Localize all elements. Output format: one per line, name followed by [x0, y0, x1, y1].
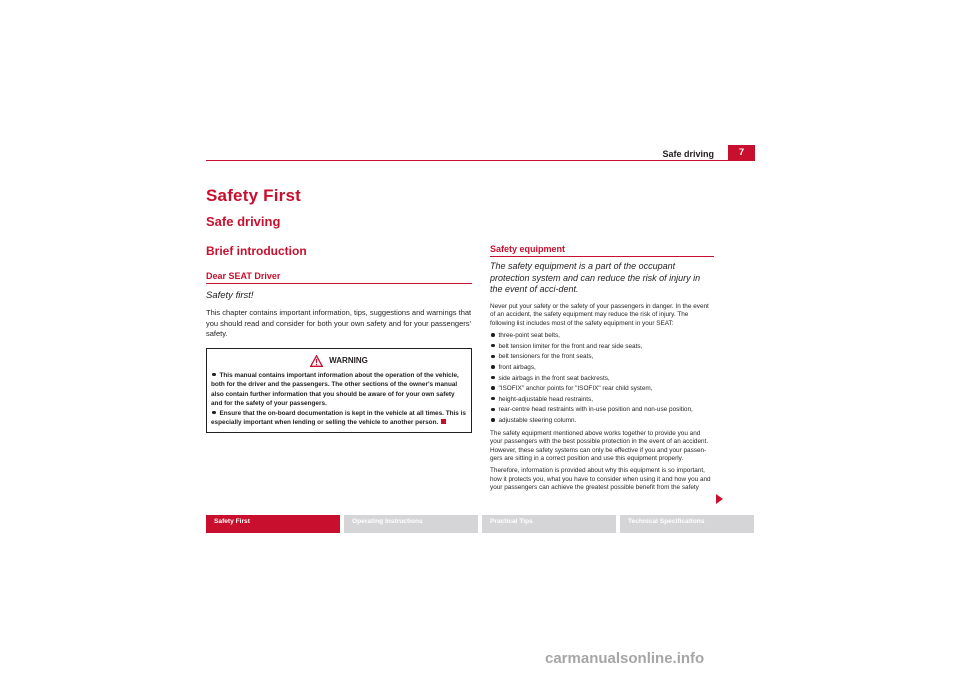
- list-item: [490, 384, 714, 395]
- warning-title: WARNING: [329, 356, 368, 365]
- list-item-text: "ISOFIX" anchor points for "ISOFIX" rear child system,: [498, 385, 653, 393]
- tab-operating-instructions[interactable]: Operating Instructions: [344, 515, 478, 533]
- continue-arrow-icon: [716, 494, 723, 504]
- section-title: Safe driving: [206, 214, 281, 229]
- warning-triangle-icon: [310, 355, 323, 367]
- list-item: [490, 352, 714, 363]
- list-item: [490, 342, 714, 353]
- safety-equipment-intro: The safety equipment is a part of the occupant protection system and can reduce the risk of injury in the event of acci-dent.: [490, 261, 701, 294]
- bullet-icon: [491, 344, 495, 348]
- list-item-text: adjustable steering column.: [498, 417, 577, 425]
- bullet-icon: [212, 373, 216, 377]
- tagline: Safety first!: [206, 290, 254, 301]
- right-column: [490, 244, 714, 496]
- warning-box: [206, 348, 472, 434]
- tab-safety-first[interactable]: Safety First: [206, 515, 340, 533]
- chapter-title: Safety First: [206, 186, 301, 205]
- list-item: [490, 374, 714, 385]
- list-item-text: belt tensioners for the front seats,: [498, 353, 594, 361]
- section-end-icon: [441, 419, 446, 424]
- bullet-icon: [491, 355, 495, 359]
- bullet-icon: [491, 386, 495, 390]
- header-rule: [206, 160, 728, 161]
- bullet-icon: [212, 411, 216, 415]
- list-item: [490, 331, 714, 342]
- list-item: [490, 363, 714, 374]
- equipment-paragraph: Never put your safety or the safety of your passengers in danger. In the event of an accident, the safety equipment may reduce the risk of injury. The following list includes most of the safety equipment in your SEAT:: [490, 302, 709, 327]
- safety-equipment-heading: Safety equipment: [490, 244, 714, 257]
- list-item-text: rear-centre head restraints with in-use position and non-use position,: [498, 406, 693, 414]
- list-item-text: three-point seat belts,: [498, 332, 560, 340]
- intro-paragraph: This chapter contains important information, tips, suggestions and warnings that you should read and consider for both your own safety and for your passengers' safety.: [206, 308, 472, 338]
- equipment-paragraph-3: Therefore, information is provided about why this equipment is so important, how it protects you, what you have to consider when using it and how you and your passengers can achieve the greatest possible benefit from the safety: [490, 467, 711, 492]
- equipment-list: [490, 331, 714, 426]
- list-item-text: front airbags,: [498, 364, 536, 372]
- bullet-icon: [491, 397, 495, 401]
- watermark: carmanualsonline.info: [545, 650, 705, 667]
- bullet-icon: [491, 376, 495, 380]
- bullet-icon: [491, 365, 495, 369]
- warning-item-text: This manual contains important information about the operation of the vehicle, both for the driver and the passengers. The other sections of the owner's manual also contain further information that you should be aware of for your own safety and for the safety of your passengers.: [211, 371, 459, 408]
- list-item: [490, 405, 714, 416]
- running-header-title: Safe driving: [662, 149, 714, 159]
- warning-item: [211, 409, 467, 428]
- list-item: [490, 416, 714, 427]
- list-item-text: height-adjustable head restraints,: [498, 395, 593, 403]
- equipment-paragraph-2: The safety equipment mentioned above works together to provide you and your passengers with the best possible protection in the event of an accident. However, these safety systems can only be effective if you and your passen-gers are sitting in a correct position and use this equipment properly.: [490, 429, 709, 463]
- warning-item: [211, 371, 467, 409]
- list-item-text: belt tension limiter for the front and rear side seats,: [498, 342, 643, 350]
- warning-item-text: Ensure that the on-board documentation is kept in the vehicle at all times. This is especially important when lending or selling the vehicle to another person.: [211, 409, 466, 427]
- left-column: [206, 271, 472, 433]
- tab-technical-specifications[interactable]: Technical Specifications: [620, 515, 754, 533]
- tab-practical-tips[interactable]: Practical Tips: [482, 515, 616, 533]
- list-item: [490, 395, 714, 406]
- warning-header: [211, 355, 467, 367]
- bullet-icon: [491, 333, 495, 337]
- bullet-icon: [491, 408, 495, 412]
- dear-driver-heading: Dear SEAT Driver: [206, 271, 472, 284]
- page-number: 7: [728, 145, 755, 161]
- bullet-icon: [491, 418, 495, 422]
- list-item-text: side airbags in the front seat backrests,: [498, 374, 610, 382]
- subsection-title: Brief introduction: [206, 244, 307, 258]
